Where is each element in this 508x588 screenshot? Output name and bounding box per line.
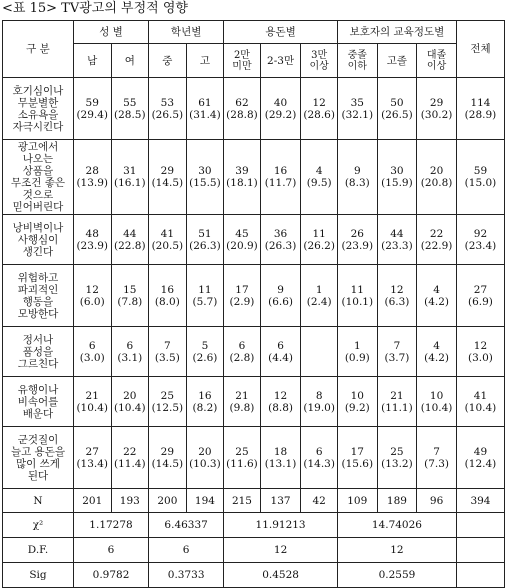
table-cell: 59 (15.0) (456, 140, 504, 215)
table-cell: 7 (3.7) (377, 327, 417, 377)
row-label: 유행이나 비속어를 배운다 (3, 377, 74, 427)
table-row (3, 489, 505, 513)
table-cell: 44 (22.8) (111, 215, 149, 265)
header-row-subcols (3, 44, 505, 78)
table-cell: 51 (26.3) (186, 215, 224, 265)
table-cell: 7 (3.5) (149, 327, 187, 377)
header-total: 전체 (456, 21, 504, 78)
table-cell: 22 (22.9) (417, 215, 457, 265)
table-cell: 35 (32.1) (337, 78, 377, 140)
header-group-label: 구 분 (3, 21, 74, 78)
stat-value: 11.91213 (224, 513, 338, 538)
stat-row (3, 563, 505, 588)
table-cell: 26 (23.9) (337, 215, 377, 265)
table-cell: 10 (9.2) (337, 377, 377, 427)
table-cell: 45 (20.9) (224, 215, 261, 265)
table-cell: 25 (13.2) (377, 427, 417, 489)
row-label: N (3, 489, 74, 513)
header-parent-education: 보호자의 교육정도별 (337, 21, 456, 44)
table-cell: 30 (15.9) (377, 140, 417, 215)
stat-blank (456, 513, 504, 538)
table-row (3, 377, 505, 427)
table-cell: 137 (260, 489, 301, 513)
table-row (3, 215, 505, 265)
table-row (3, 327, 505, 377)
table-cell: 5 (2.6) (186, 327, 224, 377)
subcol: 2만 미만 (224, 44, 261, 78)
stat-blank (456, 563, 504, 588)
table-cell: 92 (23.4) (456, 215, 504, 265)
table-cell: 189 (377, 489, 417, 513)
table-cell: 50 (26.5) (377, 78, 417, 140)
table-cell: 11 (10.1) (337, 265, 377, 327)
table-row (3, 78, 505, 140)
header-row-groups (3, 21, 505, 44)
table-cell: 194 (186, 489, 224, 513)
table-cell: 59 (29.4) (73, 78, 111, 140)
table-cell: 12 (8.8) (260, 377, 301, 427)
row-label: 낭비벽이나 사행심이 생긴다 (3, 215, 74, 265)
table-cell: 9 (8.3) (337, 140, 377, 215)
table-cell: 28 (13.9) (73, 140, 111, 215)
subcol: 고졸 (377, 44, 417, 78)
table-cell: 29 (30.2) (417, 78, 457, 140)
subcol: 남 (73, 44, 111, 78)
table-row (3, 140, 505, 215)
stat-value: 12 (224, 538, 338, 563)
table-cell: 201 (73, 489, 111, 513)
stat-blank (456, 538, 504, 563)
table-cell: 215 (224, 489, 261, 513)
table-cell: 20 (20.8) (417, 140, 457, 215)
stat-value: 14.74026 (337, 513, 456, 538)
table-cell: 62 (28.8) (224, 78, 261, 140)
table-cell: 18 (13.1) (260, 427, 301, 489)
table-cell: 9 (6.6) (260, 265, 301, 327)
table-row (3, 427, 505, 489)
header-gender: 성 별 (73, 21, 148, 44)
table-cell: 17 (2.9) (224, 265, 261, 327)
table-cell: 8 (19.0) (301, 377, 338, 427)
table-cell: 41 (20.5) (149, 215, 187, 265)
table-cell: 39 (18.1) (224, 140, 261, 215)
subcol: 중졸 이하 (337, 44, 377, 78)
table-cell: 4 (4.2) (417, 265, 457, 327)
table-cell: 394 (456, 489, 504, 513)
table-cell: 36 (26.3) (260, 215, 301, 265)
table-cell: 6 (3.1) (111, 327, 149, 377)
table-cell: 30 (15.5) (186, 140, 224, 215)
table-cell: 16 (8.0) (149, 265, 187, 327)
table-cell: 6 (3.0) (73, 327, 111, 377)
subcol: 고 (186, 44, 224, 78)
table-cell: 29 (14.5) (149, 427, 187, 489)
subcol: 대졸 이상 (417, 44, 457, 78)
table-cell: 96 (417, 489, 457, 513)
table-cell: 20 (10.4) (111, 377, 149, 427)
stat-label: D.F. (3, 538, 74, 563)
subcol: 2-3만 (260, 44, 301, 78)
stat-label: Sig (3, 563, 74, 588)
stat-value: 6.46337 (149, 513, 224, 538)
table-cell: 200 (149, 489, 187, 513)
table-cell: 114 (28.9) (456, 78, 504, 140)
table-cell: 22 (11.4) (111, 427, 149, 489)
table-body (3, 78, 505, 513)
table-cell: 12 (3.0) (456, 327, 504, 377)
table-cell: 12 (6.3) (377, 265, 417, 327)
data-table (2, 20, 505, 588)
table-cell (301, 327, 338, 377)
row-label: 호기심이나 무분별한 소유욕을 자극시킨다 (3, 78, 74, 140)
table-cell: 42 (301, 489, 338, 513)
table-cell: 193 (111, 489, 149, 513)
table-cell: 55 (28.5) (111, 78, 149, 140)
stat-row (3, 538, 505, 563)
stat-value: 12 (337, 538, 456, 563)
table-cell: 4 (4.2) (417, 327, 457, 377)
table-cell: 20 (10.3) (186, 427, 224, 489)
table-cell: 27 (13.4) (73, 427, 111, 489)
table-cell: 25 (12.5) (149, 377, 187, 427)
header-allowance: 용돈별 (224, 21, 338, 44)
stat-value: 1.17278 (73, 513, 148, 538)
subcol: 중 (149, 44, 187, 78)
table-cell: 31 (16.1) (111, 140, 149, 215)
table-cell: 11 (26.2) (301, 215, 338, 265)
table-cell: 7 (7.3) (417, 427, 457, 489)
table-cell: 16 (8.2) (186, 377, 224, 427)
stat-value: 0.9782 (73, 563, 148, 588)
table-cell: 1 (0.9) (337, 327, 377, 377)
table-title: <표 15> TV광고의 부정적 영향 (2, 1, 188, 16)
header-grade: 학년별 (149, 21, 224, 44)
table-cell: 44 (23.3) (377, 215, 417, 265)
table-cell: 41 (10.4) (456, 377, 504, 427)
table-cell: 49 (12.4) (456, 427, 504, 489)
table-cell: 15 (7.8) (111, 265, 149, 327)
row-label: 위험하고 파괴적인 행동을 모방한다 (3, 265, 74, 327)
table-cell: 6 (2.8) (224, 327, 261, 377)
table-cell: 27 (6.9) (456, 265, 504, 327)
table-cell: 1 (2.4) (301, 265, 338, 327)
table-cell: 16 (11.7) (260, 140, 301, 215)
table-cell: 21 (11.1) (377, 377, 417, 427)
table-cell: 29 (14.5) (149, 140, 187, 215)
row-label: 광고에서 나오는 상품을 무조건 좋은 것으로 믿어버린다 (3, 140, 74, 215)
subcol: 3만 이상 (301, 44, 338, 78)
table-cell: 21 (10.4) (73, 377, 111, 427)
table-cell: 109 (337, 489, 377, 513)
stat-value: 6 (73, 538, 148, 563)
stats-body (3, 513, 505, 588)
stat-value: 0.2559 (337, 563, 456, 588)
table-cell: 6 (4.4) (260, 327, 301, 377)
row-label: 정서나 품성을 그르친다 (3, 327, 74, 377)
table-cell: 6 (14.3) (301, 427, 338, 489)
subcol: 여 (111, 44, 149, 78)
table-cell: 40 (29.2) (260, 78, 301, 140)
stat-row (3, 513, 505, 538)
table-cell: 25 (11.6) (224, 427, 261, 489)
table-cell: 53 (26.5) (149, 78, 187, 140)
stat-value: 6 (149, 538, 224, 563)
table-cell: 12 (6.0) (73, 265, 111, 327)
table-cell: 17 (15.6) (337, 427, 377, 489)
table-cell: 11 (5.7) (186, 265, 224, 327)
table-cell: 4 (9.5) (301, 140, 338, 215)
table-row (3, 265, 505, 327)
stat-value: 0.3733 (149, 563, 224, 588)
row-label: 군것질이 늘고 용돈을 많이 쓰게 된다 (3, 427, 74, 489)
stat-value: 0.4528 (224, 563, 338, 588)
table-cell: 12 (28.6) (301, 78, 338, 140)
table-cell: 10 (10.4) (417, 377, 457, 427)
table-cell: 61 (31.4) (186, 78, 224, 140)
table-cell: 21 (9.8) (224, 377, 261, 427)
table-cell: 48 (23.9) (73, 215, 111, 265)
stat-label: χ² (3, 513, 74, 538)
